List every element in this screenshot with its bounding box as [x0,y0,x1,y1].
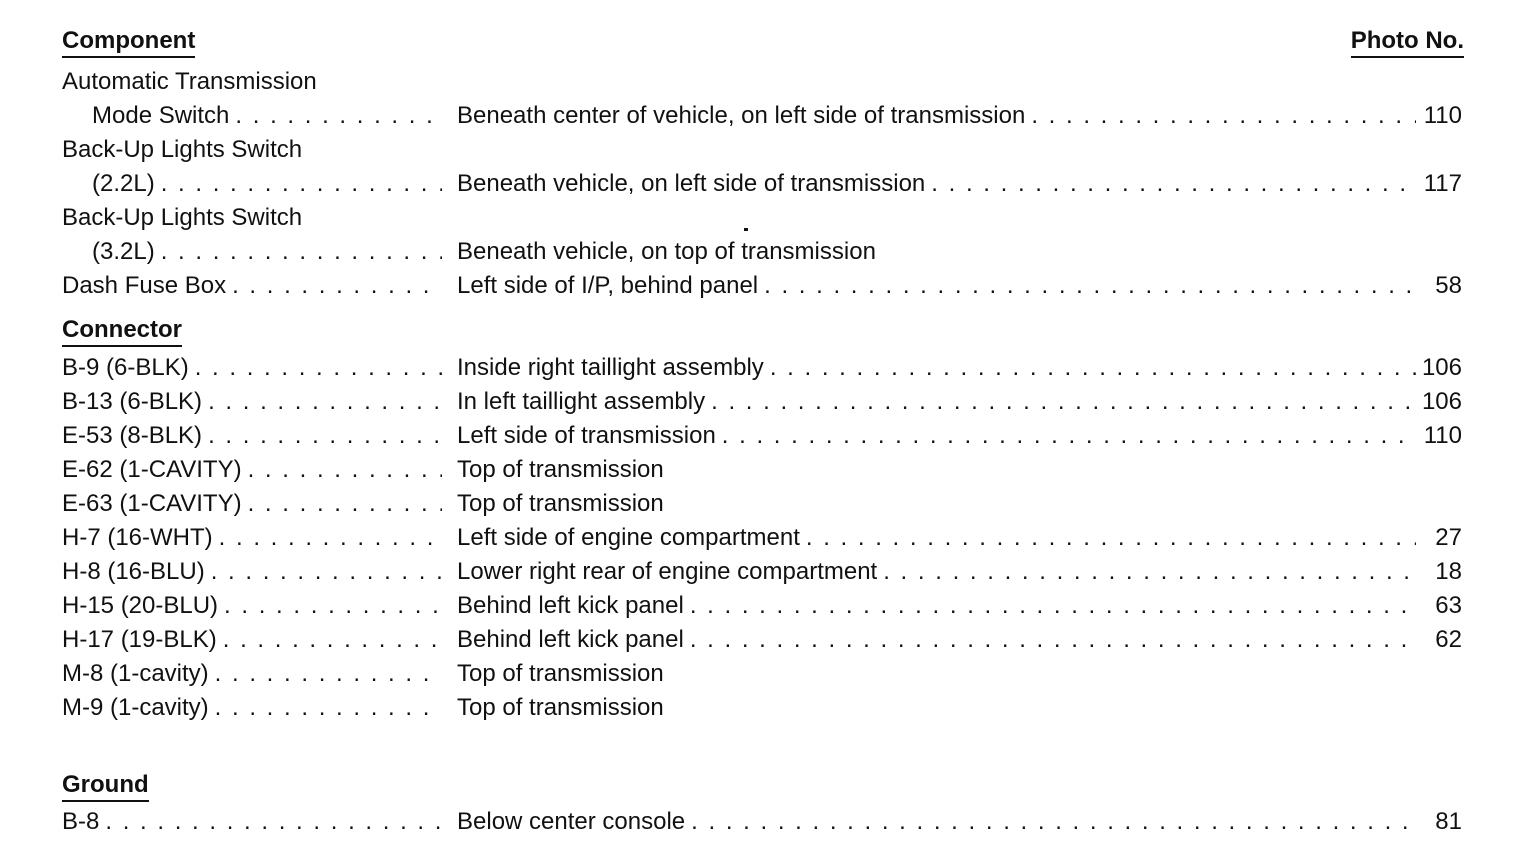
dot-leader [209,657,442,691]
connector-name: B-9 (6-BLK) [62,354,189,381]
dot-leader [758,269,1416,303]
photo-number: 63 [1435,592,1462,619]
photo-number: 106 [1421,388,1462,415]
photo-number [1416,487,1462,521]
location-text: Top of transmission [457,490,664,517]
photo-number: 58 [1435,272,1462,299]
photo-number: 117 [1423,170,1462,197]
location-text: Lower right rear of engine compartment [457,558,878,585]
connector-name: H-8 (16-BLU) [62,558,205,585]
dot-leader [242,453,442,487]
location-text: Left side of I/P, behind panel [457,272,759,299]
dot-leader [155,167,442,201]
dot-leader [209,691,442,725]
connector-name: H-17 (19-BLK) [62,626,217,653]
dot-leader [155,235,442,269]
dot-leader [877,555,1416,589]
dot-leader [764,351,1416,385]
dot-leader [229,99,442,133]
photo-number: 110 [1423,422,1462,449]
list-item [62,453,1462,487]
list-item [62,385,1462,419]
connector-name: M-8 (1-cavity) [62,660,209,687]
dot-leader [925,167,1416,201]
dot-leader [99,805,442,839]
component-header: Component [62,26,195,58]
dot-leader [685,805,1416,839]
connector-name: M-9 (1-cavity) [62,694,209,721]
connector-header: Connector [62,315,182,347]
list-item [62,65,1462,99]
list-item [62,589,1462,623]
photo-number [1416,235,1462,269]
location-text: Beneath center of vehicle, on left side of transmission [457,102,1026,129]
list-item [62,521,1462,555]
list-item [62,805,1462,839]
connector-name: B-13 (6-BLK) [62,388,203,415]
list-item [62,269,1462,303]
connector-name: E-53 (8-BLK) [62,422,203,449]
ground-name: B-8 [62,808,100,835]
list-item [62,99,1462,133]
connector-name: H-15 (20-BLU) [62,592,219,619]
photo-number: 106 [1421,354,1462,381]
component-name: Mode Switch [92,102,230,129]
location-text: Beneath vehicle, on top of transmission [457,238,876,265]
photo-number: 81 [1435,808,1462,835]
location-text: Behind left kick panel [457,626,684,653]
dot-leader [217,623,442,657]
dot-leader [202,419,442,453]
photo-number [1416,453,1462,487]
list-item [62,691,1462,725]
dot-leader [213,521,442,555]
component-name: Back-Up Lights Switch [62,204,303,231]
dot-leader [716,419,1416,453]
dot-leader [1025,99,1416,133]
component-name: (3.2L) [92,238,155,265]
dot-leader [705,385,1416,419]
photo-number [1416,691,1462,725]
list-item [62,235,1462,269]
list-item [62,555,1462,589]
dot-leader [800,521,1416,555]
component-name: Back-Up Lights Switch [62,136,303,163]
connector-name: H-7 (16-WHT) [62,524,213,551]
list-item [62,419,1462,453]
dot-leader [242,487,442,521]
connector-name: E-63 (1-CAVITY) [62,490,242,517]
dot-leader [205,555,442,589]
location-text: Top of transmission [457,660,664,687]
component-name: Automatic Transmission [62,68,317,95]
dot-leader [202,385,442,419]
location-text: Below center console [457,808,686,835]
location-text: Top of transmission [457,694,664,721]
connector-name: E-62 (1-CAVITY) [62,456,242,483]
location-text: Beneath vehicle, on left side of transmission [457,170,926,197]
list-item [62,133,1462,167]
ground-header: Ground [62,770,149,802]
list-item [62,201,1462,235]
photo-number: 27 [1435,524,1462,551]
scan-speck [744,228,748,231]
location-text: Left side of transmission [457,422,716,449]
location-text: In left taillight assembly [457,388,706,415]
dot-leader [189,351,442,385]
list-item [62,351,1462,385]
component-name: (2.2L) [92,170,155,197]
photo-number: 62 [1435,626,1462,653]
location-text: Top of transmission [457,456,664,483]
location-text: Left side of engine compartment [457,524,800,551]
photo-number: 18 [1435,558,1462,585]
list-item [62,167,1462,201]
dot-leader [684,589,1416,623]
list-item [62,657,1462,691]
component-name: Dash Fuse Box [62,272,227,299]
list-item [62,623,1462,657]
list-item [62,487,1462,521]
location-text: Behind left kick panel [457,592,684,619]
location-text: Inside right taillight assembly [457,354,764,381]
dot-leader [684,623,1416,657]
photo-number [1416,657,1462,691]
dot-leader [226,269,442,303]
component-location-page [62,26,1464,836]
photo-no-header: Photo No. [1351,26,1464,58]
photo-number: 110 [1423,102,1462,129]
dot-leader [218,589,442,623]
